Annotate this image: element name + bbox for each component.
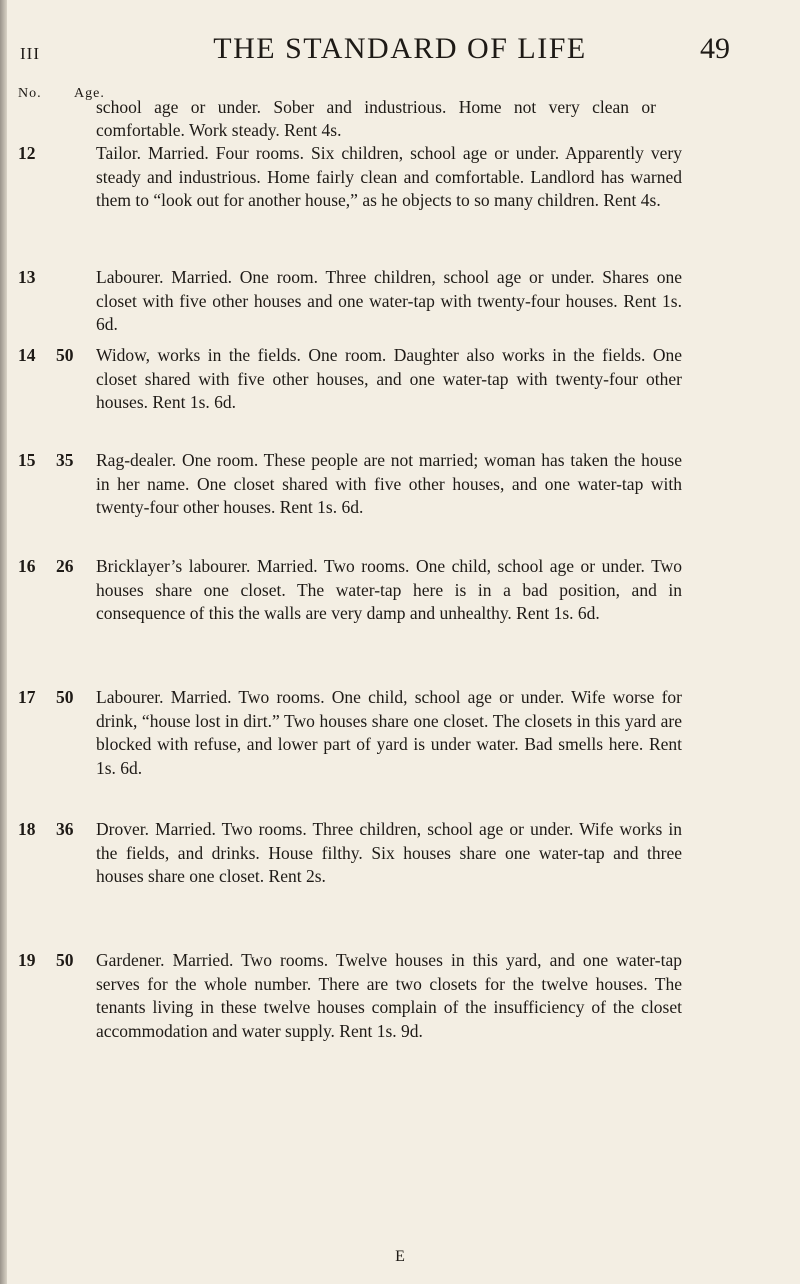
entry-15 (18, 449, 682, 520)
entry-number: 16 (18, 556, 36, 576)
entry-17 (18, 686, 682, 780)
column-label-age: Age. (74, 86, 105, 101)
entry-19 (18, 949, 682, 1043)
entry-14 (18, 344, 682, 415)
entry-number: 17 (18, 687, 36, 707)
entry-age: 50 (56, 687, 74, 707)
entry-text: Rag-dealer. One room. These people are not married; woman has taken the house in her name. One closet shared with five other houses, and one water-tap with twenty-four other houses. Rent 1s. 6d. (96, 450, 682, 518)
entry-text: Drover. Married. Two rooms. Three children, school age or under. Wife works in the fields, and drinks. House filthy. Six houses share one water-tap and three houses share one closet. Rent 2s. (96, 819, 682, 887)
entry-number: 19 (18, 950, 36, 970)
column-label-no: No. (18, 86, 42, 101)
continued-entry-text: school age or under. Sober and industrious. Home not very clean or comfortable. Work steady. Rent 4s. (96, 97, 656, 140)
entry-18 (18, 818, 682, 889)
entry-12 (18, 142, 682, 213)
page-title: THE STANDARD OF LIFE (213, 32, 587, 65)
entry-number: 14 (18, 345, 36, 365)
chapter-number: III (20, 44, 40, 63)
entry-age: 50 (56, 950, 74, 970)
entry-text: Gardener. Married. Two rooms. Twelve houses in this yard, and one water-tap serves for the whole number. There are two closets for the twelve houses. The tenants living in these twelve houses complain of the insufficiency of the closet accommodation and water supply. Rent 1s. 9d. (96, 950, 682, 1041)
entry-text: Labourer. Married. One room. Three children, school age or under. Shares one closet with five other houses and one water-tap with twenty-four houses. Rent 1s. 6d. (96, 267, 682, 335)
entry-age: 36 (56, 819, 74, 839)
entry-age: 50 (56, 345, 74, 365)
page-spine-shadow (0, 0, 7, 1284)
entry-text: Tailor. Married. Four rooms. Six children, school age or under. Apparently very steady and industrious. Home fairly clean and comfortable. Landlord has warned them to “look out for another house,” as he objects to so many children. Rent 4s. (96, 143, 682, 211)
page-number: 49 (700, 32, 730, 65)
entry-text: Bricklayer’s labourer. Married. Two rooms. One child, school age or under. Two houses share one closet. The water-tap here is in a bad position, and in consequence of this the walls are very damp and unhealthy. Rent 1s. 6d. (96, 556, 682, 624)
entry-age: 26 (56, 556, 74, 576)
entry-number: 13 (18, 267, 36, 287)
entry-16 (18, 555, 682, 626)
entry-number: 18 (18, 819, 36, 839)
entry-number: 15 (18, 450, 36, 470)
entry-number: 12 (18, 143, 36, 163)
entry-age: 35 (56, 450, 74, 470)
entry-text: Widow, works in the fields. One room. Daughter also works in the fields. One closet shared with five other houses, and one water-tap with twenty-four other houses. Rent 1s. 6d. (96, 345, 682, 413)
running-head (0, 32, 800, 72)
entry-13 (18, 266, 682, 337)
entry-text: Labourer. Married. Two rooms. One child, school age or under. Wife worse for drink, “house lost in dirt.” Two houses share one closet. The closets in this yard are blocked with refuse, and lower part of yard is under water. Bad smells here. Rent 1s. 6d. (96, 687, 682, 778)
printer-signature-mark: E (395, 1248, 405, 1265)
